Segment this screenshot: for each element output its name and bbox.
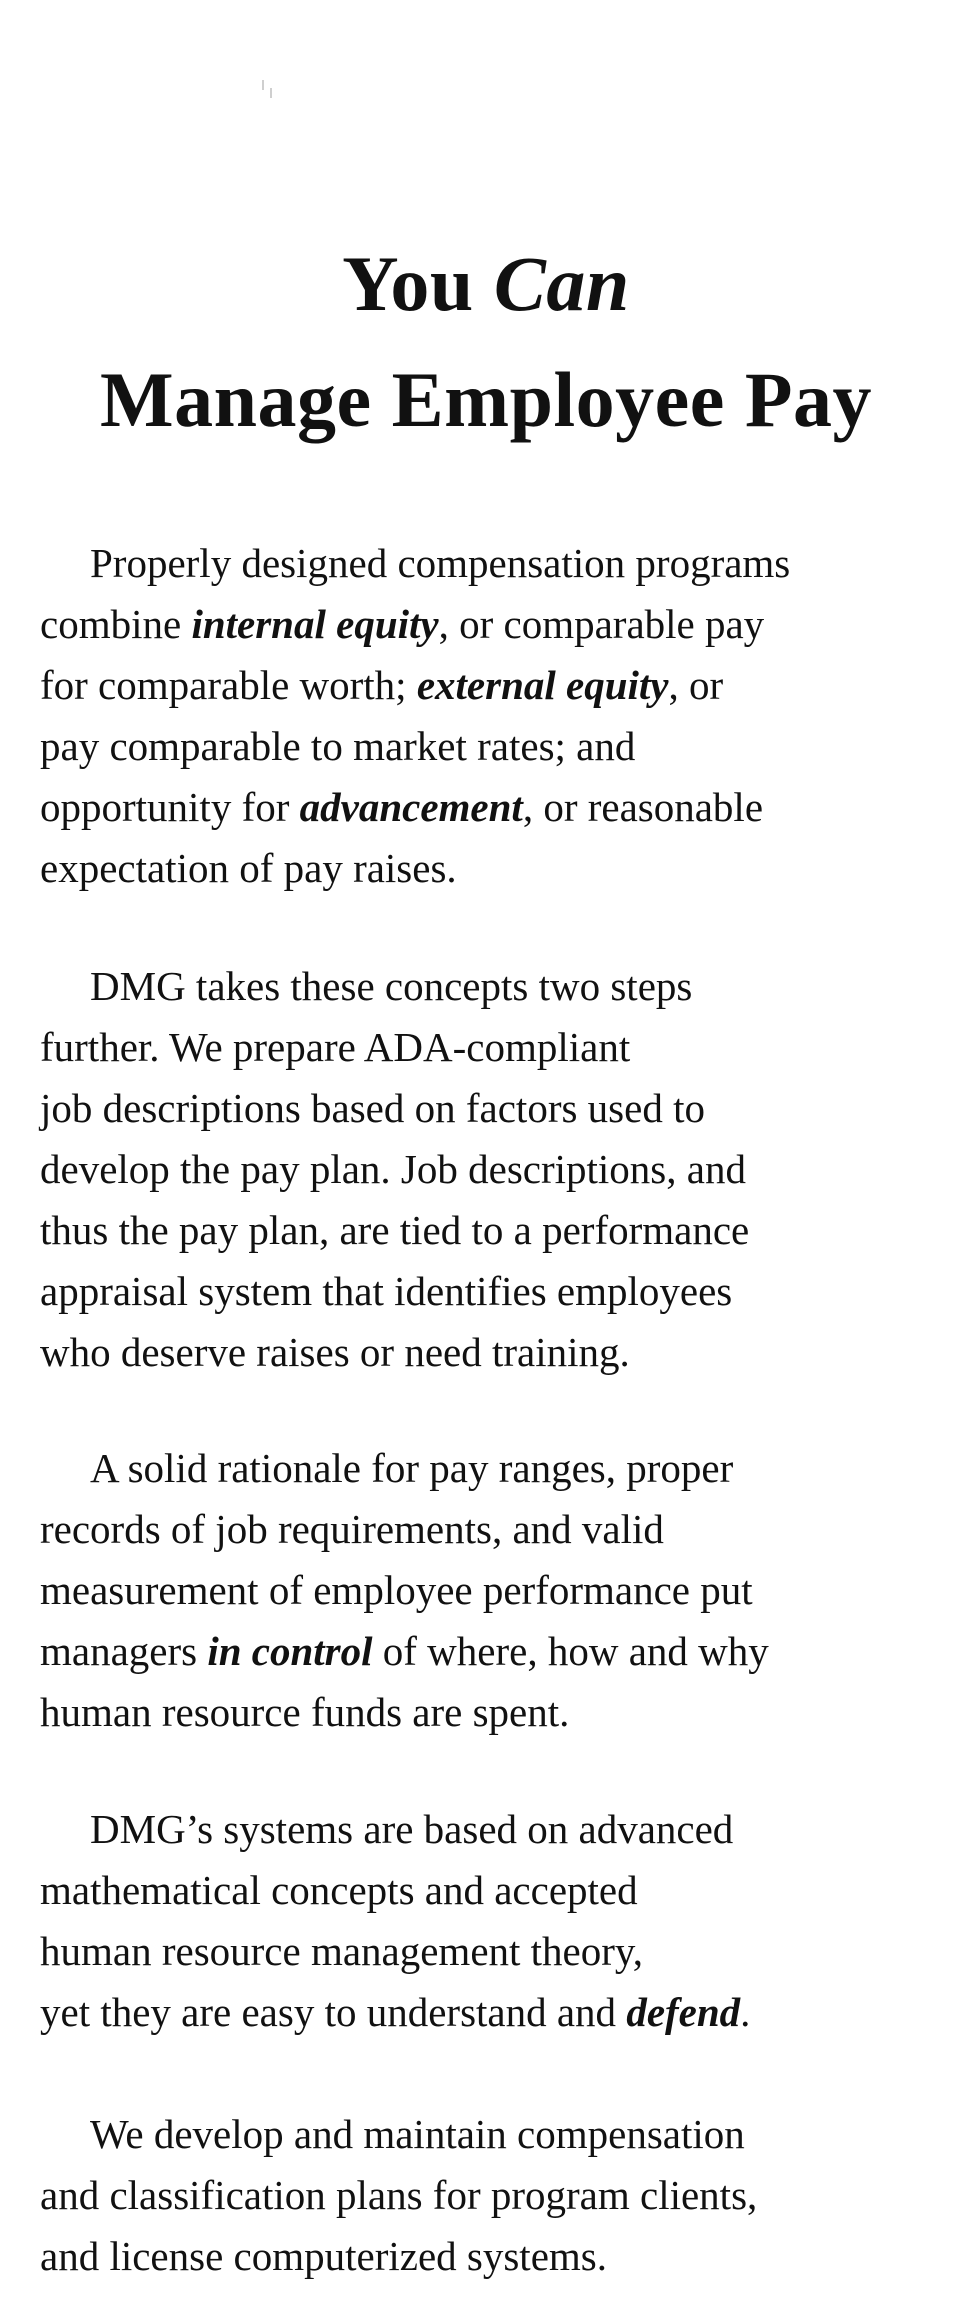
emphasis-internal-equity: internal equity xyxy=(191,601,439,647)
title-line-2: Manage Employee Pay xyxy=(99,356,873,443)
text-line: appraisal system that identifies employees xyxy=(40,1268,733,1314)
text-line: A solid rationale for pay ranges, proper xyxy=(90,1445,734,1491)
text-line: DMG’s systems are based on advanced xyxy=(90,1806,734,1852)
text-line xyxy=(40,1982,932,2043)
title-line-1 xyxy=(40,226,932,342)
paragraph-services xyxy=(40,2104,932,2287)
text-line: and classification plans for program clients, xyxy=(40,2172,758,2218)
text-line: We develop and maintain compensation xyxy=(90,2111,745,2157)
text-line: who deserve raises or need training. xyxy=(40,1329,630,1375)
scan-speck xyxy=(270,88,272,98)
paragraph-dmg-steps xyxy=(40,956,932,1383)
text-line: human resource management theory, xyxy=(40,1928,643,1974)
text-line: records of job requirements, and valid xyxy=(40,1506,664,1552)
text-line: thus the pay plan, are tied to a performance xyxy=(40,1207,750,1253)
text-run: combine xyxy=(40,601,192,647)
text-line: mathematical concepts and accepted xyxy=(40,1867,638,1913)
text-line: and license computerized systems. xyxy=(40,2233,607,2279)
text-line: DMG takes these concepts two steps xyxy=(90,963,693,1009)
text-line xyxy=(40,594,932,655)
text-run: opportunity for xyxy=(40,784,300,830)
title-can: Can xyxy=(493,240,630,327)
text-line: pay comparable to market rates; and xyxy=(40,723,636,769)
text-line: job descriptions based on factors used to xyxy=(40,1085,705,1131)
text-line: human resource funds are spent. xyxy=(40,1689,570,1735)
text-line: expectation of pay raises. xyxy=(40,845,457,891)
text-run: yet they are easy to understand and xyxy=(40,1989,627,2035)
scan-speck xyxy=(262,80,264,90)
text-run: , or reasonable xyxy=(522,784,764,830)
paragraph-rationale xyxy=(40,1438,932,1743)
text-line: Properly designed compensation programs xyxy=(90,540,791,586)
emphasis-in-control: in control xyxy=(207,1628,373,1674)
text-run: , or comparable pay xyxy=(438,601,765,647)
text-line xyxy=(40,1621,932,1682)
emphasis-defend: defend xyxy=(626,1989,741,2035)
text-run: managers xyxy=(40,1628,208,1674)
text-line xyxy=(40,777,932,838)
paragraph-equity xyxy=(40,533,932,899)
page-title xyxy=(40,226,932,458)
text-run: . xyxy=(740,1989,751,2035)
text-line: develop the pay plan. Job descriptions, and xyxy=(40,1146,746,1192)
emphasis-external-equity: external equity xyxy=(416,662,669,708)
title-you: You xyxy=(342,240,494,327)
text-line xyxy=(40,655,932,716)
text-run: for comparable worth; xyxy=(40,662,417,708)
emphasis-advancement: advancement xyxy=(299,784,523,830)
text-run: of where, how and why xyxy=(372,1628,769,1674)
text-line: measurement of employee performance put xyxy=(40,1567,753,1613)
paragraph-systems xyxy=(40,1799,932,2043)
text-run: , or xyxy=(668,662,724,708)
text-line: further. We prepare ADA-compliant xyxy=(40,1024,631,1070)
